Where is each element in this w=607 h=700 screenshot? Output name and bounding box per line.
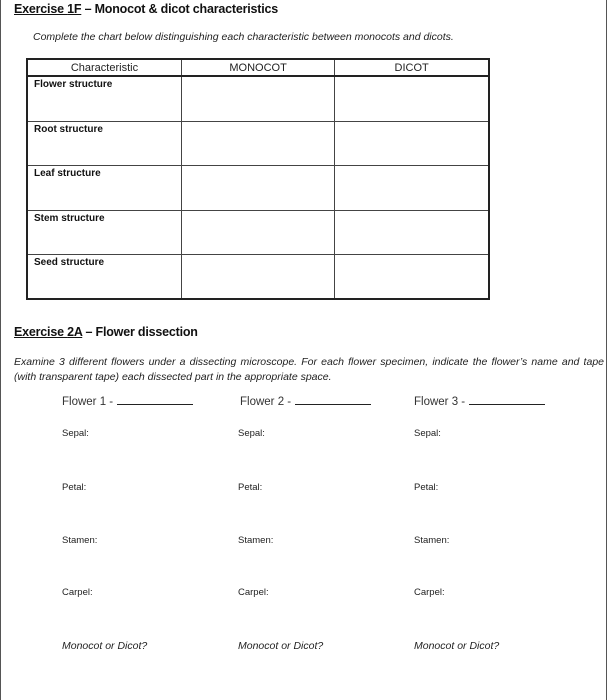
monocot-cell[interactable] bbox=[181, 255, 334, 300]
table-row bbox=[27, 121, 489, 166]
row-label-stem-structure: Stem structure bbox=[27, 210, 181, 255]
table-row bbox=[27, 255, 489, 300]
monocot-cell[interactable] bbox=[181, 121, 334, 166]
table-row bbox=[27, 210, 489, 255]
exercise-2a-label bbox=[14, 325, 82, 339]
flower-3-petal: Petal: bbox=[414, 482, 439, 493]
flower-2-monocot-or-dicot: Monocot or Dicot? bbox=[238, 640, 324, 652]
exercise-1f-prefix: Exercise bbox=[14, 2, 68, 16]
row-label-root-structure: Root structure bbox=[27, 121, 181, 166]
flower-1-stamen: Stamen: bbox=[62, 535, 98, 546]
dicot-cell[interactable] bbox=[335, 166, 489, 211]
monocot-cell[interactable] bbox=[181, 76, 334, 121]
monocot-dicot-chart bbox=[26, 58, 490, 300]
header-dicot: DICOT bbox=[335, 59, 489, 76]
flower-1-name-blank[interactable] bbox=[117, 396, 193, 405]
table-row bbox=[27, 166, 489, 211]
flower-3-heading bbox=[414, 396, 545, 408]
flower-2-petal: Petal: bbox=[238, 482, 263, 493]
exercise-2a-prefix: Exercise bbox=[14, 325, 68, 339]
flower-1-sepal: Sepal: bbox=[62, 428, 89, 439]
monocot-cell[interactable] bbox=[181, 166, 334, 211]
flower-1-petal: Petal: bbox=[62, 482, 87, 493]
flower-3-label: Flower 3 - bbox=[414, 396, 466, 408]
exercise-2a-title bbox=[14, 325, 198, 339]
exercise-2a-instructions: Examine 3 different flowers under a dissecting microscope. For each flower specimen, indicate the flower’s name and tape (with transparent tape) each dissected part in the appropriate space. bbox=[14, 356, 604, 383]
monocot-cell[interactable] bbox=[181, 210, 334, 255]
header-characteristic: Characteristic bbox=[27, 59, 181, 76]
dicot-cell[interactable] bbox=[335, 255, 489, 300]
flower-2-label: Flower 2 - bbox=[240, 396, 292, 408]
flower-2-carpel: Carpel: bbox=[238, 587, 269, 598]
table-row bbox=[27, 76, 489, 121]
row-label-leaf-structure: Leaf structure bbox=[27, 166, 181, 211]
flower-1-monocot-or-dicot: Monocot or Dicot? bbox=[62, 640, 148, 652]
exercise-1f-instructions: Complete the chart below distinguishing each characteristic between monocots and dicots. bbox=[33, 31, 454, 43]
flower-3-carpel: Carpel: bbox=[414, 587, 445, 598]
dicot-cell[interactable] bbox=[335, 76, 489, 121]
exercise-1f-title bbox=[14, 2, 278, 16]
flower-3-stamen: Stamen: bbox=[414, 535, 450, 546]
flower-1-heading bbox=[62, 396, 193, 408]
exercise-2a-heading: – Flower dissection bbox=[82, 325, 198, 339]
header-monocot: MONOCOT bbox=[181, 59, 334, 76]
exercise-1f-label bbox=[14, 2, 81, 16]
dicot-cell[interactable] bbox=[335, 210, 489, 255]
row-label-seed-structure: Seed structure bbox=[27, 255, 181, 300]
flower-2-stamen: Stamen: bbox=[238, 535, 274, 546]
flower-1-carpel: Carpel: bbox=[62, 587, 93, 598]
flower-2-name-blank[interactable] bbox=[295, 396, 371, 405]
exercise-1f-heading: – Monocot & dicot characteristics bbox=[81, 2, 279, 16]
dicot-cell[interactable] bbox=[335, 121, 489, 166]
flower-2-heading bbox=[240, 396, 371, 408]
flower-3-sepal: Sepal: bbox=[414, 428, 441, 439]
exercise-1f-code: 1F bbox=[67, 2, 82, 16]
row-label-flower-structure: Flower structure bbox=[27, 76, 181, 121]
flower-1-label: Flower 1 - bbox=[62, 396, 114, 408]
chart-header-row bbox=[27, 59, 489, 76]
exercise-2a-code: 2A bbox=[67, 325, 83, 339]
flower-2-sepal: Sepal: bbox=[238, 428, 265, 439]
flower-3-name-blank[interactable] bbox=[469, 396, 545, 405]
flower-3-monocot-or-dicot: Monocot or Dicot? bbox=[414, 640, 500, 652]
